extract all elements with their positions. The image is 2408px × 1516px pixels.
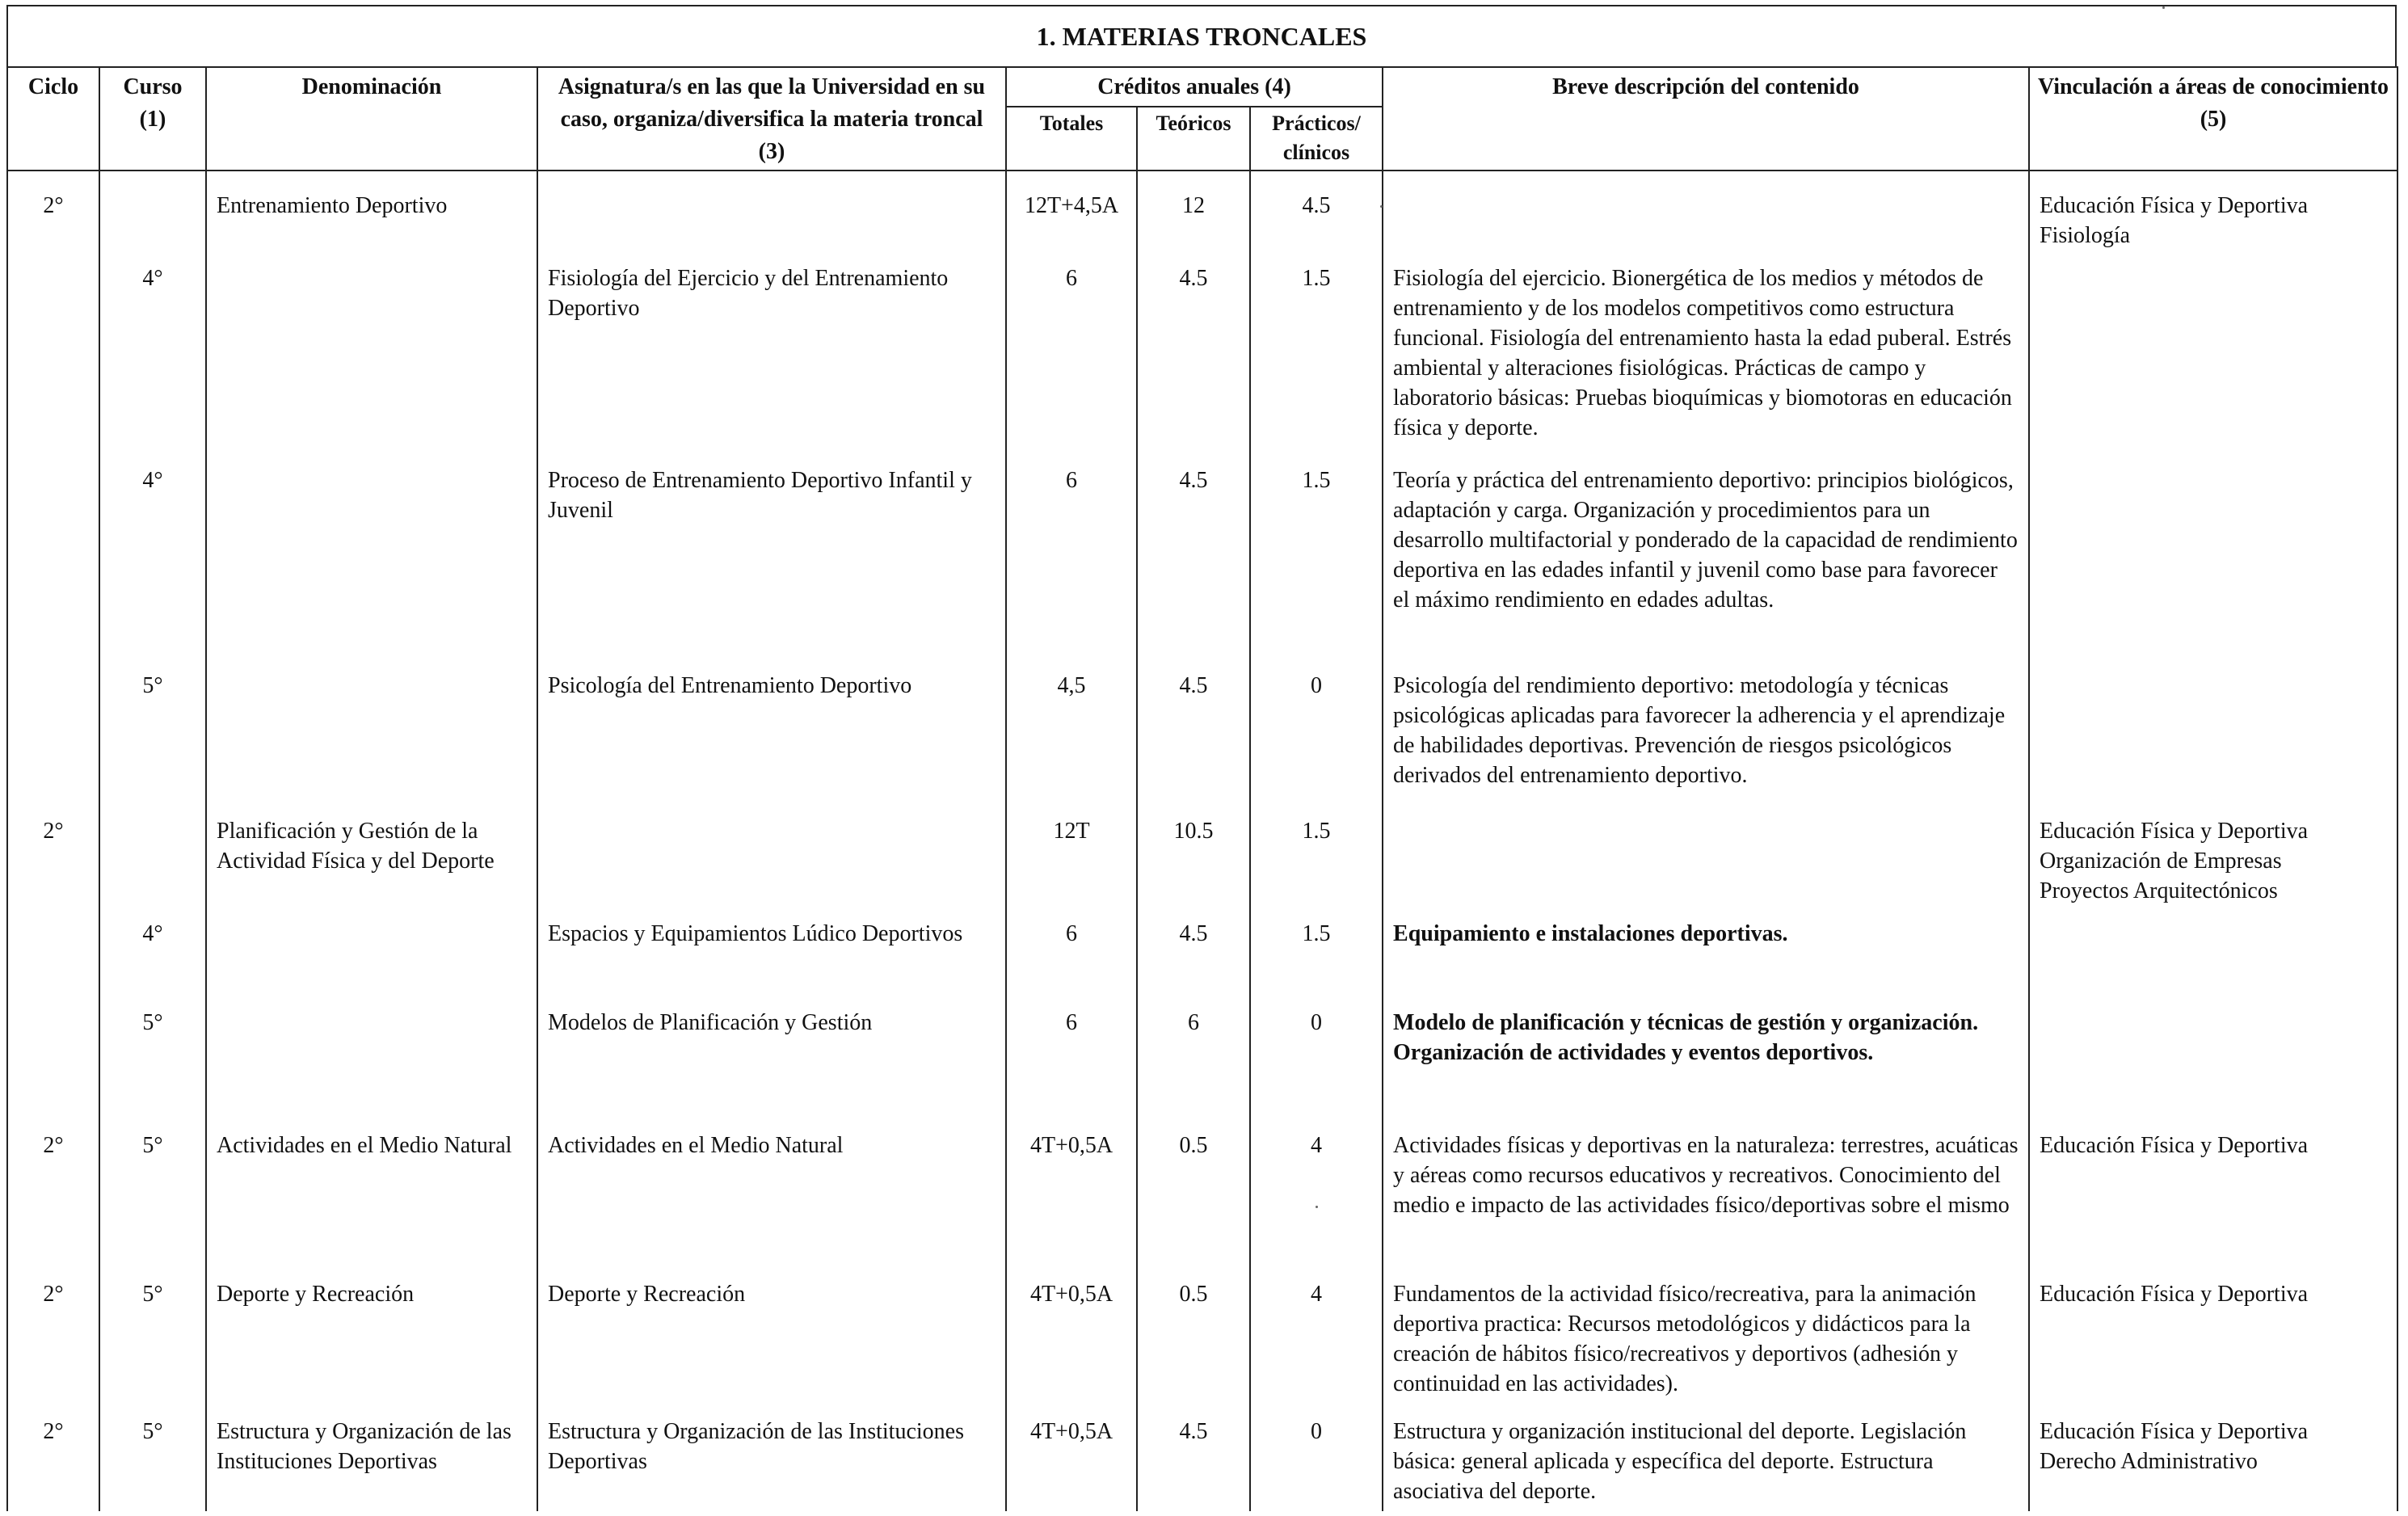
descripcion-cell xyxy=(1383,808,2029,911)
denominacion-cell: Deporte y Recreación xyxy=(206,1271,537,1409)
table-row xyxy=(7,808,2397,911)
practicos-cell: 0 xyxy=(1250,663,1383,808)
totales-cell: 4T+0,5A xyxy=(1006,1409,1137,1511)
curso-cell: 5° xyxy=(99,663,206,808)
document-sheet xyxy=(6,5,2400,1511)
totales-cell: 12T xyxy=(1006,808,1137,911)
practicos-cell: 0 xyxy=(1250,1000,1383,1122)
denominacion-cell: Entrenamiento Deportivo xyxy=(206,183,537,255)
asignatura-cell: Psicología del Entrenamiento Deportivo xyxy=(537,663,1006,808)
descripcion-cell: Teoría y práctica del entrenamiento deportivo: principios biológicos, adaptación y carga. Organización y procedimientos para un desarrollo multifactorial y ponderado de la capacidad de rendimiento deportiva en las edades infantil y juvenil como base para favorecer el máximo rendimiento en edades adultas. xyxy=(1383,457,2029,663)
totales-cell: 4T+0,5A xyxy=(1006,1271,1137,1409)
totales-cell: 6 xyxy=(1006,1000,1137,1122)
asignatura-cell: Espacios y Equipamientos Lúdico Deportivos xyxy=(537,911,1006,1000)
denominacion-cell xyxy=(206,457,537,663)
practicos-cell: 4 xyxy=(1250,1271,1383,1409)
descripcion-cell: Equipamiento e instalaciones deportivas. xyxy=(1383,911,2029,1000)
teoricos-cell: 6 xyxy=(1137,1000,1250,1122)
denominacion-cell: Planificación y Gestión de la Actividad Física y del Deporte xyxy=(206,808,537,911)
descripcion-cell: Fisiología del ejercicio. Bionergética de los medios y métodos de entrenamiento y de los modelos competitivos como estructura funcional. Fisiología del entrenamiento hasta la edad puberal. Estrés ambiental y alteraciones fisiológicas. Prácticas de campo y laboratorio básicas: Pruebas bioquímicas y biomotoras en educación física y deporte. xyxy=(1383,255,2029,457)
vinculacion-cell xyxy=(2029,457,2397,663)
header-descripcion: Breve descripción del contenido xyxy=(1383,67,2029,171)
header-vinculacion: Vinculación a áreas de conocimiento (5) xyxy=(2029,67,2397,171)
totales-cell: 4,5 xyxy=(1006,663,1137,808)
ciclo-cell: 2° xyxy=(7,1271,99,1409)
asignatura-cell: Modelos de Planificación y Gestión xyxy=(537,1000,1006,1122)
descripcion-cell: Psicología del rendimiento deportivo: metodología y técnicas psicológicas aplicadas para favorecer la adherencia y el aprendizaje de habilidades deportivas. Prevención de riesgos psicológicos derivados del entrenamiento deportivo. xyxy=(1383,663,2029,808)
table-row xyxy=(7,911,2397,1000)
curso-cell: 4° xyxy=(99,255,206,457)
table-row xyxy=(7,457,2397,663)
practicos-cell: 1.5 xyxy=(1250,457,1383,663)
teoricos-cell: 0.5 xyxy=(1137,1122,1250,1271)
asignatura-cell xyxy=(537,808,1006,911)
table-row xyxy=(7,1271,2397,1409)
denominacion-cell xyxy=(206,663,537,808)
ciclo-cell: 2° xyxy=(7,808,99,911)
teoricos-cell: 0.5 xyxy=(1137,1271,1250,1409)
descripcion-cell: Actividades físicas y deportivas en la naturaleza: terrestres, acuáticas y aéreas como recursos educativos y recreativos. Conocimiento del medio e impacto de las actividades físico/deportivas sobre el mismo xyxy=(1383,1122,2029,1271)
header-curso: Curso (1) xyxy=(99,67,206,171)
header-creditos: Créditos anuales (4) xyxy=(1006,67,1383,107)
curso-cell: 4° xyxy=(99,457,206,663)
header-asignatura: Asignatura/s en las que la Universidad en su caso, organiza/diversifica la materia troncal (3) xyxy=(537,67,1006,171)
table-row xyxy=(7,1409,2397,1511)
vinculacion-cell: Educación Física y Deportiva Organización de Empresas Proyectos Arquitectónicos xyxy=(2029,808,2397,911)
teoricos-cell: 10.5 xyxy=(1137,808,1250,911)
asignatura-cell: Fisiología del Ejercicio y del Entrenamiento Deportivo xyxy=(537,255,1006,457)
ciclo-cell xyxy=(7,1000,99,1122)
asignatura-cell xyxy=(537,183,1006,255)
vinculacion-cell xyxy=(2029,911,2397,1000)
header-practicos: Prácticos/ clínicos xyxy=(1250,107,1383,171)
practicos-cell: 1.5 xyxy=(1250,808,1383,911)
asignatura-cell: Deporte y Recreación xyxy=(537,1271,1006,1409)
header-ciclo: Ciclo xyxy=(7,67,99,171)
denominacion-cell: Estructura y Organización de las Instituciones Deportivas xyxy=(206,1409,537,1511)
totales-cell: 12T+4,5A xyxy=(1006,183,1137,255)
teoricos-cell: 4.5 xyxy=(1137,911,1250,1000)
vinculacion-cell: Educación Física y Deportiva Derecho Administrativo xyxy=(2029,1409,2397,1511)
denominacion-cell xyxy=(206,1000,537,1122)
ciclo-cell xyxy=(7,663,99,808)
ciclo-cell: 2° xyxy=(7,1409,99,1511)
teoricos-cell: 4.5 xyxy=(1137,663,1250,808)
descripcion-cell xyxy=(1383,183,2029,255)
curso-cell xyxy=(99,808,206,911)
table-row xyxy=(7,1000,2397,1122)
scan-speck xyxy=(2162,6,2165,9)
table-row xyxy=(7,663,2397,808)
practicos-cell: 0 xyxy=(1250,1409,1383,1511)
asignatura-cell: Estructura y Organización de las Instituciones Deportivas xyxy=(537,1409,1006,1511)
header-totales: Totales xyxy=(1006,107,1137,171)
teoricos-cell: 4.5 xyxy=(1137,1409,1250,1511)
table-row xyxy=(7,183,2397,255)
vinculacion-cell: Educación Física y Deportiva Fisiología xyxy=(2029,183,2397,255)
totales-cell: 4T+0,5A xyxy=(1006,1122,1137,1271)
denominacion-cell: Actividades en el Medio Natural xyxy=(206,1122,537,1271)
practicos-cell: 1.5 xyxy=(1250,911,1383,1000)
practicos-cell: 4.5 xyxy=(1250,183,1383,255)
materias-table xyxy=(6,66,2398,1511)
header-teoricos: Teóricos xyxy=(1137,107,1250,171)
totales-cell: 6 xyxy=(1006,255,1137,457)
descripcion-cell: Fundamentos de la actividad físico/recreativa, para la animación deportiva practica: Recursos metodológicos y didácticos para la creación de hábitos físico/recreativos y deportivos (adhesión y continuidad en las actividades). xyxy=(1383,1271,2029,1409)
table-row xyxy=(7,1122,2397,1271)
header-denominacion: Denominación xyxy=(206,67,537,171)
totales-cell: 6 xyxy=(1006,911,1137,1000)
section-title: 1. MATERIAS TRONCALES xyxy=(6,5,2397,66)
teoricos-cell: 4.5 xyxy=(1137,255,1250,457)
curso-cell: 4° xyxy=(99,911,206,1000)
scan-speck xyxy=(1316,1206,1318,1208)
scan-speck xyxy=(1380,205,1383,208)
practicos-cell: 4 xyxy=(1250,1122,1383,1271)
asignatura-cell: Actividades en el Medio Natural xyxy=(537,1122,1006,1271)
vinculacion-cell: Educación Física y Deportiva xyxy=(2029,1271,2397,1409)
totales-cell: 6 xyxy=(1006,457,1137,663)
ciclo-cell xyxy=(7,911,99,1000)
denominacion-cell xyxy=(206,911,537,1000)
curso-cell: 5° xyxy=(99,1409,206,1511)
descripcion-cell: Modelo de planificación y técnicas de gestión y organización. Organización de actividades y eventos deportivos. xyxy=(1383,1000,2029,1122)
denominacion-cell xyxy=(206,255,537,457)
vinculacion-cell: Educación Física y Deportiva xyxy=(2029,1122,2397,1271)
table-row xyxy=(7,255,2397,457)
descripcion-cell: Estructura y organización institucional del deporte. Legislación básica: general aplicada y específica del deporte. Estructura asociativa del deporte. xyxy=(1383,1409,2029,1511)
teoricos-cell: 12 xyxy=(1137,183,1250,255)
ciclo-cell: 2° xyxy=(7,1122,99,1271)
ciclo-cell xyxy=(7,255,99,457)
ciclo-cell: 2° xyxy=(7,183,99,255)
curso-cell: 5° xyxy=(99,1122,206,1271)
vinculacion-cell xyxy=(2029,1000,2397,1122)
ciclo-cell xyxy=(7,457,99,663)
practicos-cell: 1.5 xyxy=(1250,255,1383,457)
teoricos-cell: 4.5 xyxy=(1137,457,1250,663)
curso-cell xyxy=(99,183,206,255)
vinculacion-cell xyxy=(2029,255,2397,457)
curso-cell: 5° xyxy=(99,1000,206,1122)
curso-cell: 5° xyxy=(99,1271,206,1409)
asignatura-cell: Proceso de Entrenamiento Deportivo Infantil y Juvenil xyxy=(537,457,1006,663)
table-body xyxy=(7,171,2397,1511)
vinculacion-cell xyxy=(2029,663,2397,808)
